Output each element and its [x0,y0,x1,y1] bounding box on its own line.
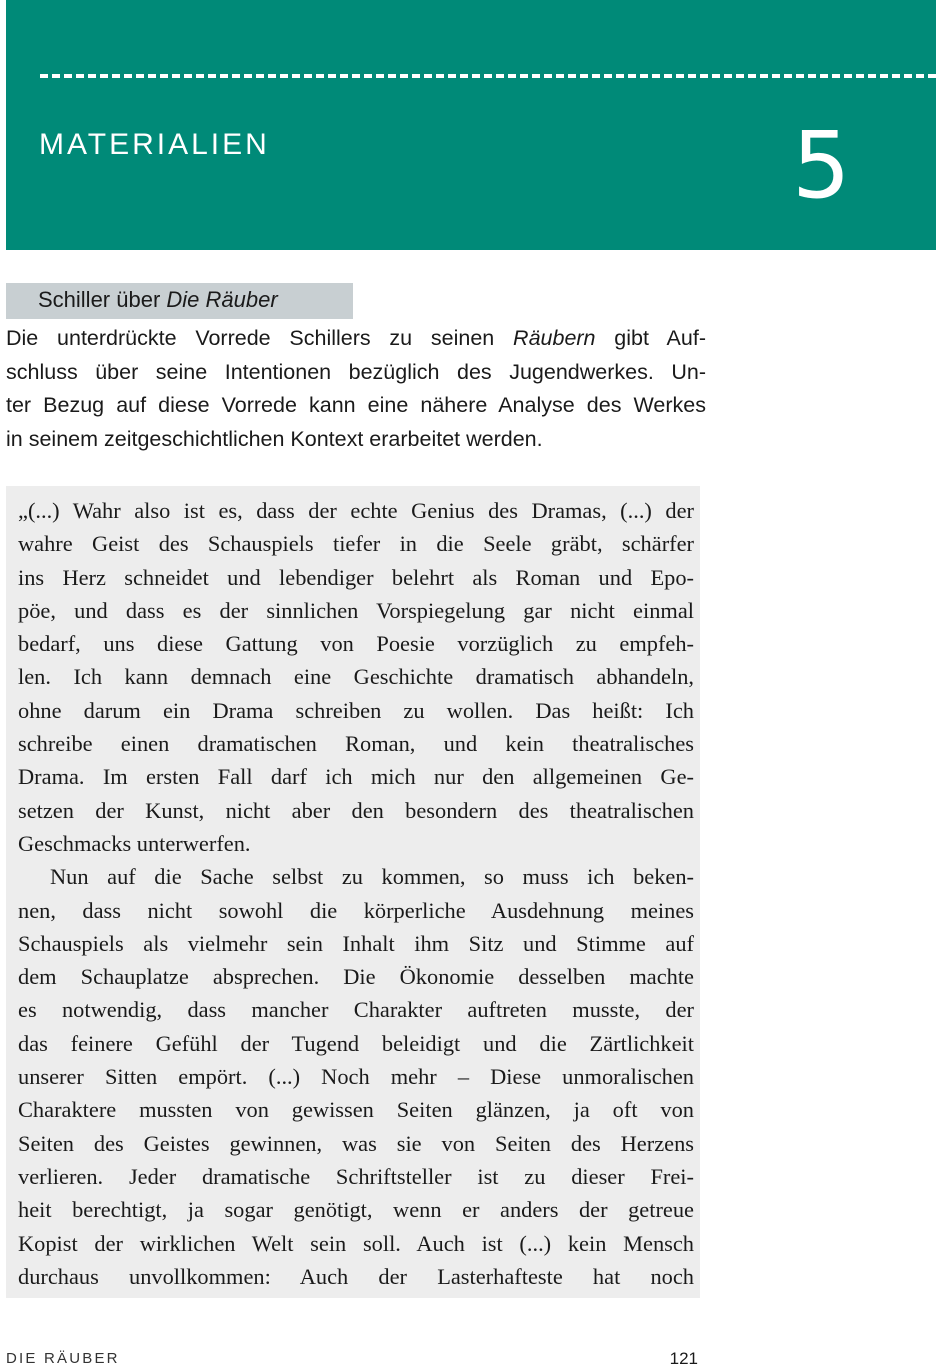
quote-line: schreibe einen dramatischen Roman, und kein theatralisches [18,731,694,757]
subheading-prefix: Schiller über [38,287,167,312]
dashed-divider [40,74,936,78]
quote-line: ohne darum ein Drama schreiben zu wollen. Das heißt: Ich [18,697,694,723]
quote-line: Geschmacks unterwerfen. [18,830,251,856]
quote-box [6,486,700,1298]
quote-line: das feinere Gefühl der Tugend beleidigt und die Zärtlichkeit [18,1030,694,1056]
schiller-quote [18,494,694,1293]
chapter-number: 5 [792,112,851,219]
intro-paragraph [6,322,706,456]
intro-text: Die unterdrückte Vorrede Schillers zu seinen [6,326,514,350]
intro-text: gibt Auf- [595,326,706,350]
quote-line: Seiten des Geistes gewinnen, was sie von Seiten des Herzens [18,1130,694,1156]
quote-line: bedarf, uns diese Gattung von Poesie vorzüglich zu empfeh- [18,631,694,657]
quote-line: ins Herz schneidet und lebendiger belehrt als Roman und Epo- [18,564,694,590]
footer-book-title: DIE RÄUBER [6,1350,120,1367]
intro-line: schluss über seine Intentionen bezüglich des Jugendwerkes. Un- [6,359,706,384]
quote-line: nen, dass nicht sowohl die körperliche Ausdehnung meines [18,897,694,923]
quote-line: wahre Geist des Schauspiels tiefer in die Seele gräbt, schärfer [18,531,694,557]
intro-line: ter Bezug auf diese Vorrede kann eine nähere Analyse des Werkes [6,393,706,417]
subheading-title: Die Räuber [166,287,278,312]
quote-line: Schauspiels als vielmehr sein Inhalt ihm Sitz und Stimme auf [18,930,694,956]
quote-line: Nun auf die Sache selbst zu kommen, so muss ich beken- [50,864,694,890]
quote-line: setzen der Kunst, nicht aber den besondern des theatralischen [18,797,694,823]
quote-line: heit berechtigt, ja sogar genötigt, wenn er anders der getreue [18,1197,694,1223]
quote-line: len. Ich kann demnach eine Geschichte dramatisch abhandeln, [18,664,694,690]
section-title: MATERIALIEN [39,128,270,161]
quote-line: pöe, und dass es der sinnlichen Vorspiegelung gar nicht einmal [18,597,694,623]
quote-line: Charaktere mussten von gewissen Seiten glänzen, ja oft von [18,1097,694,1123]
quote-line: dem Schauplatze absprechen. Die Ökonomie desselben machte [18,964,694,990]
intro-line: in seinem zeitgeschichtlichen Kontext erarbeitet werden. [6,426,543,451]
page-number: 121 [669,1349,698,1368]
quote-line: Kopist der wirklichen Welt sein soll. Auch ist (...) kein Mensch [18,1230,694,1256]
quote-line: durchaus unvollkommen: Auch der Lasterhafteste hat noch [18,1263,694,1289]
intro-italic-title: Räubern [513,326,596,350]
subheading-box [6,283,353,319]
intro-line [6,322,706,356]
subheading [38,287,278,313]
quote-line: unserer Sitten empört. (...) Noch mehr – Diese unmoralischen [18,1064,694,1090]
quote-line: verlieren. Jeder dramatische Schriftsteller ist zu dieser Frei- [18,1163,694,1189]
chapter-header [6,0,936,250]
quote-line: es notwendig, dass mancher Charakter auftreten musste, der [18,997,694,1023]
quote-line: Drama. Im ersten Fall darf ich mich nur den allgemeinen Ge- [18,764,694,790]
quote-line: „(...) Wahr also ist es, dass der echte Genius des Dramas, (...) der [18,498,694,523]
